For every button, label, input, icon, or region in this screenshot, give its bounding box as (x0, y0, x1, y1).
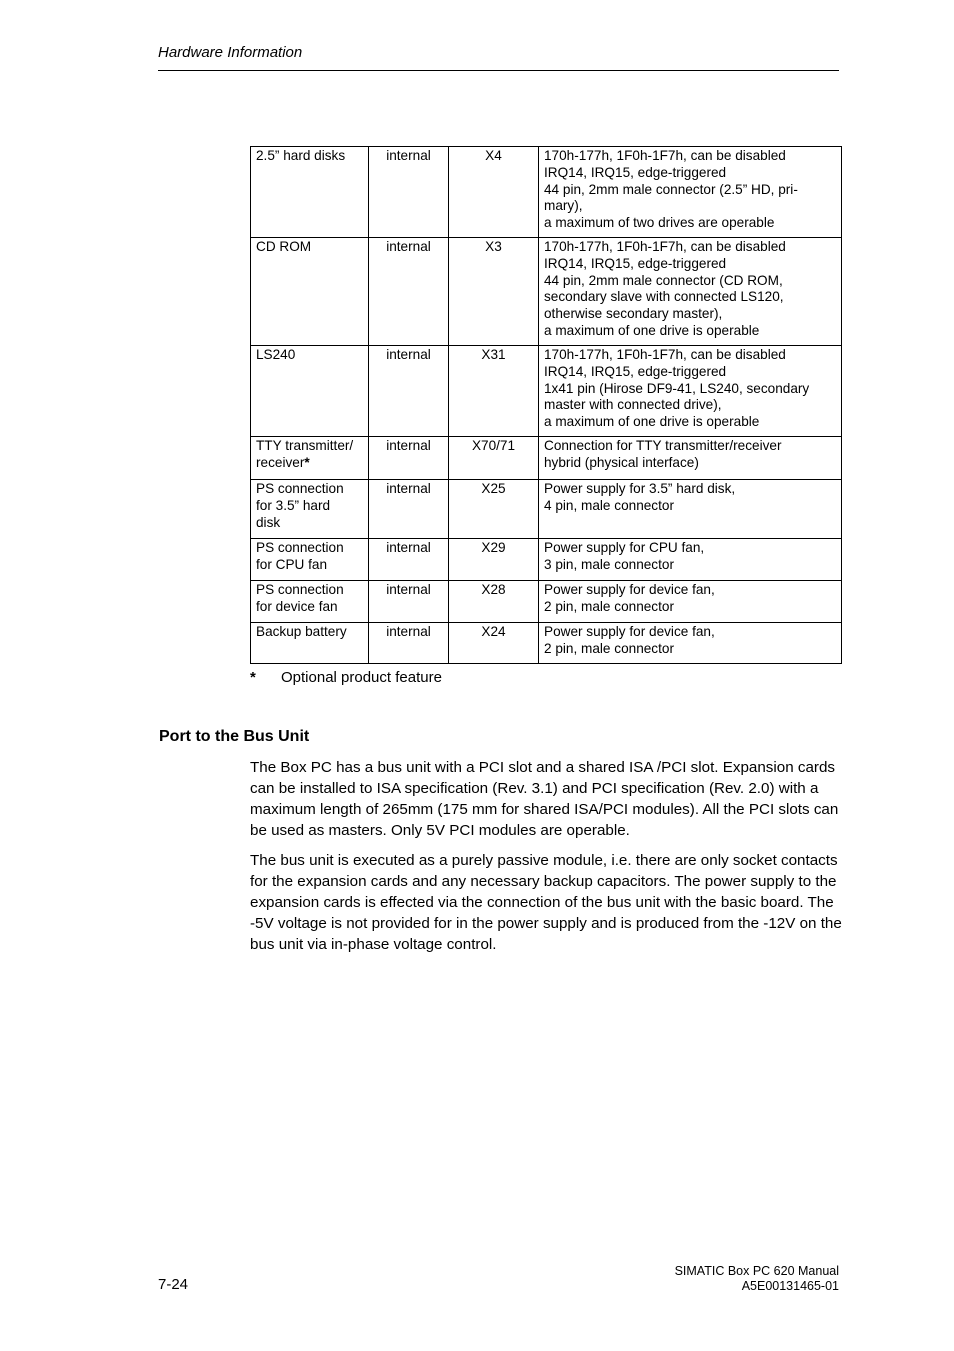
device-cell (251, 581, 369, 623)
table-row (251, 539, 842, 581)
description-cell (539, 623, 842, 664)
cell-line: 2 pin, male connector (544, 598, 674, 614)
cell-line: mary), (544, 198, 583, 214)
connector-cell: X24 (449, 623, 539, 664)
cell-line: CD ROM (256, 239, 312, 254)
header-rule (158, 70, 839, 71)
table-row (251, 581, 842, 623)
cell-line: for 3.5” hard (256, 497, 331, 513)
footnote (250, 669, 442, 686)
device-cell (251, 147, 369, 238)
cell-line: Connection for TTY transmitter/receiver (544, 438, 782, 453)
table-row (251, 147, 842, 238)
device-cell (251, 346, 369, 437)
connector-cell: X70/71 (449, 437, 539, 480)
location-cell: internal (369, 238, 449, 346)
cell-line: IRQ14, IRQ15, edge-triggered (544, 363, 727, 379)
cell-line-with-mark (256, 455, 363, 472)
cell-line: Power supply for device fan, (544, 582, 715, 597)
cell-line: 2.5” hard disks (256, 148, 346, 163)
description-cell (539, 581, 842, 623)
cell-line: a maximum of two drives are operable (544, 215, 775, 231)
cell-line: Power supply for device fan, (544, 624, 715, 639)
footnote-mark: * (250, 669, 256, 686)
device-cell (251, 437, 369, 480)
device-cell (251, 623, 369, 664)
cell-line: 170h-177h, 1F0h-1F7h, can be disabled (544, 239, 786, 254)
cell-line: 4 pin, male connector (544, 497, 674, 513)
cell-line: TTY transmitter/ (256, 438, 354, 453)
table-row (251, 437, 842, 480)
cell-line: PS connection (256, 582, 344, 597)
cell-line: Power supply for 3.5” hard disk, (544, 481, 736, 496)
connector-cell: X4 (449, 147, 539, 238)
cell-line: 1x41 pin (Hirose DF9-41, LS240, secondary (544, 380, 810, 396)
device-cell (251, 480, 369, 539)
body-paragraph: The Box PC has a bus unit with a PCI slot and a shared ISA /PCI slot. Expansion cards can be installed to ISA specification (Rev. 3.1) and PCI specification (Rev. 2.0) with a maximum length of 265mm (175 mm for shared ISA/PCI modules). All the PCI slots can be used as masters. Only 5V PCI modules are operable. (250, 759, 839, 839)
device-cell (251, 539, 369, 581)
connector-cell: X29 (449, 539, 539, 581)
cell-line: master with connected drive), (544, 397, 722, 413)
cell-line: Backup battery (256, 624, 347, 639)
table-row (251, 346, 842, 437)
cell-line: LS240 (256, 347, 296, 362)
cell-line: 3 pin, male connector (544, 556, 674, 572)
manual-title: SIMATIC Box PC 620 Manual (674, 1264, 839, 1278)
location-cell: internal (369, 623, 449, 664)
connector-cell: X3 (449, 238, 539, 346)
table-row (251, 623, 842, 664)
cell-line: 2 pin, male connector (544, 640, 674, 656)
footnote-text: Optional product feature (281, 669, 442, 686)
connector-cell: X25 (449, 480, 539, 539)
cell-line: Power supply for CPU fan, (544, 540, 705, 555)
cell-line: 170h-177h, 1F0h-1F7h, can be disabled (544, 347, 786, 362)
optional-feature-mark: * (304, 454, 310, 470)
connector-cell: X31 (449, 346, 539, 437)
cell-line: secondary slave with connected LS120, (544, 289, 784, 305)
cell-line: otherwise secondary master), (544, 306, 723, 322)
footer-info (675, 1264, 839, 1294)
cell-line: PS connection (256, 540, 344, 555)
cell-line: IRQ14, IRQ15, edge-triggered (544, 164, 727, 180)
cell-line: 44 pin, 2mm male connector (2.5” HD, pri- (544, 181, 798, 197)
table-row (251, 238, 842, 346)
table-row (251, 480, 842, 539)
interface-table (250, 146, 842, 664)
cell-line: a maximum of one drive is operable (544, 322, 760, 338)
section-heading: Port to the Bus Unit (159, 728, 310, 745)
cell-line: receiver (256, 454, 305, 470)
cell-line: hybrid (physical interface) (544, 454, 699, 470)
cell-line: PS connection (256, 481, 344, 496)
cell-line: 170h-177h, 1F0h-1F7h, can be disabled (544, 148, 786, 163)
location-cell: internal (369, 437, 449, 480)
cell-line: for CPU fan (256, 556, 328, 572)
running-header: Hardware Information (158, 44, 303, 61)
description-cell (539, 539, 842, 581)
location-cell: internal (369, 346, 449, 437)
cell-line: disk (256, 514, 281, 530)
description-cell (539, 480, 842, 539)
cell-line: IRQ14, IRQ15, edge-triggered (544, 255, 727, 271)
description-cell (539, 346, 842, 437)
body-paragraph: The bus unit is executed as a purely passive module, i.e. there are only socket contacts for the expansion cards and any necessary backup capacitors. The power supply to the expansion cards is effected via the connection of the bus unit with the basic board. The -5V voltage is not provided for in the power supply and is produced from the -12V on the bus unit via in-phase voltage control. (250, 852, 842, 953)
order-number: A5E00131465-01 (741, 1279, 839, 1293)
connector-cell: X28 (449, 581, 539, 623)
location-cell: internal (369, 581, 449, 623)
location-cell: internal (369, 539, 449, 581)
cell-line: 44 pin, 2mm male connector (CD ROM, (544, 272, 783, 288)
page-number: 7-24 (158, 1276, 189, 1293)
cell-line: a maximum of one drive is operable (544, 414, 760, 430)
location-cell: internal (369, 147, 449, 238)
location-cell: internal (369, 480, 449, 539)
cell-line: for device fan (256, 598, 338, 614)
description-cell (539, 238, 842, 346)
description-cell (539, 147, 842, 238)
device-cell (251, 238, 369, 346)
description-cell (539, 437, 842, 480)
